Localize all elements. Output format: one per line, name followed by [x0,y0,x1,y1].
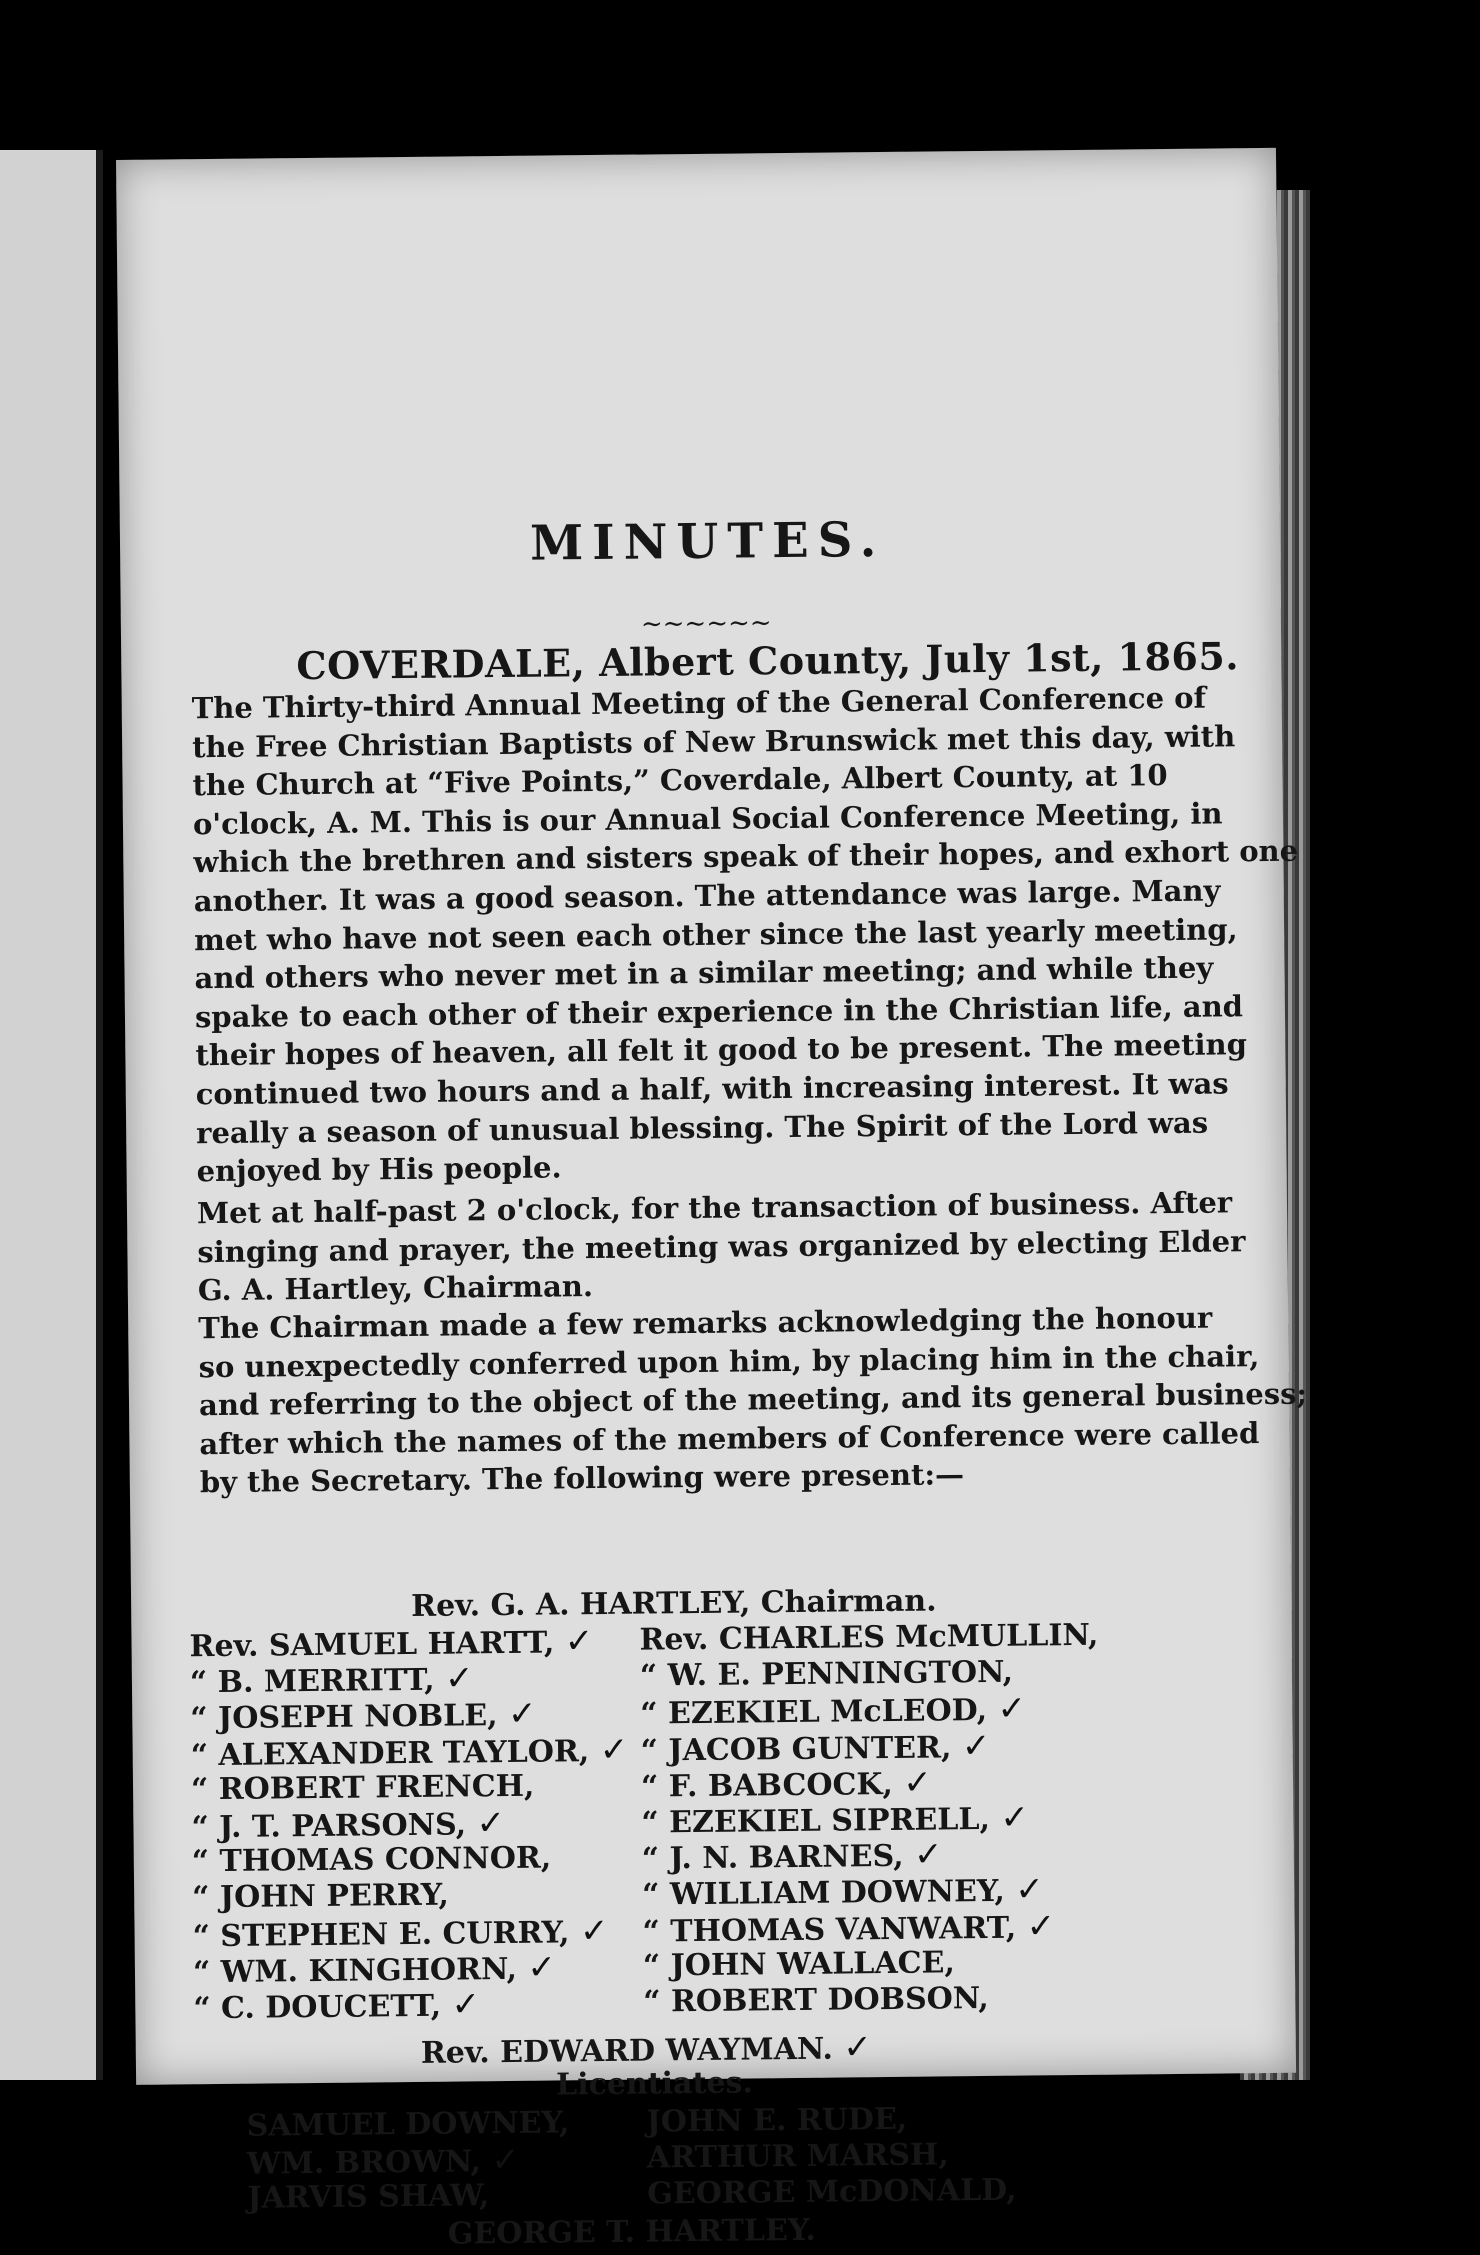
member-name: “ J. T. PARSONS, ✓ [191,1805,505,1846]
text-line: met who have not seen each other since the last yearly meeting, [194,911,1144,960]
licentiate-name: JOHN E. RUDE, [646,2102,907,2141]
wayman-line [421,2027,872,2072]
member-name: “ EZEKIEL SIPRELL, ✓ [641,1799,1029,1841]
checkmark-icon: ✓ [997,1689,1026,1729]
text-line: and others who never met in a similar meeting; and while they [194,949,1144,998]
dateline: COVERDALE, Albert County, July 1st, 1865. [296,633,1239,688]
checkmark-icon: ✓ [914,1835,943,1875]
checkmark-icon: ✓ [903,1762,932,1802]
text-line: really a season of unusual blessing. The Spirit of the Lord was [196,1104,1146,1153]
checkmark-icon: ✓ [1026,1906,1055,1946]
member-name: “ ROBERT FRENCH, [191,1768,535,1808]
text-line: continued two hours and a half, with increasing interest. It was [196,1065,1146,1114]
checkmark-icon: ✓ [508,1694,537,1734]
member-name: “ EZEKIEL McLEOD, ✓ [640,1691,1026,1733]
checkmark-icon: ✓ [843,2027,872,2067]
checkmark-icon: ✓ [1015,1870,1044,1910]
title-ornament: ~~~~~~ [641,608,772,639]
member-name: “ WM. KINGHORN, ✓ [193,1949,556,1991]
checkmark-icon: ✓ [527,1947,556,1987]
member-name: “ JOHN PERRY, [192,1878,449,1917]
member-name: “ THOMAS CONNOR, [192,1841,552,1881]
text-line: the Free Christian Baptists of New Brunswick met this day, with [192,718,1142,767]
wayman-name: Rev. EDWARD WAYMAN. [421,2032,833,2071]
paragraph-chairman [198,1299,1150,1502]
licentiate-name: GEORGE McDONALD, [647,2173,1017,2213]
text-line: and referring to the object of the meeting, and its general business; [199,1376,1149,1425]
checkmark-icon: ✓ [451,1984,480,2024]
member-roster [189,1627,193,2025]
member-name: “ ALEXANDER TAYLOR, ✓ [191,1731,629,1774]
checkmark-icon: ✓ [491,2140,520,2180]
member-name: “ W. E. PENNINGTON, [640,1655,1013,1695]
page-title: MINUTES. [530,512,886,572]
member-name: “ JACOB GUNTER, ✓ [640,1727,990,1769]
checkmark-icon: ✓ [445,1659,474,1699]
licentiate-last: GEORGE T. HARTLEY. [448,2213,816,2252]
gutter [96,150,103,2080]
checkmark-icon: ✓ [565,1621,594,1661]
member-name: “ JOHN WALLACE, [643,1945,955,1984]
licentiate-name: WM. BROWN, ✓ [247,2142,520,2183]
member-name: “ WILLIAM DOWNEY, ✓ [642,1872,1044,1914]
member-name: “ F. BABCOCK, ✓ [641,1764,932,1805]
licentiate-name: SAMUEL DOWNEY, [246,2105,569,2144]
text-line: the Church at “Five Points,” Coverdale, Albert County, at 10 [192,756,1142,805]
member-name: “ JOSEPH NOBLE, ✓ [190,1696,537,1738]
checkmark-icon: ✓ [600,1729,629,1769]
text-line: singing and prayer, the meeting was organized by electing Elder [197,1223,1147,1272]
text-line: so unexpectedly conferred upon him, by placing him in the chair, [198,1338,1148,1387]
text-line: G. A. Hartley, Chairman. [198,1261,1148,1310]
checkmark-icon: ✓ [1000,1797,1029,1837]
text-line: after which the names of the members of Conference were called [199,1415,1149,1464]
member-name: “ STEPHEN E. CURRY, ✓ [192,1912,608,1955]
text-line: The Chairman made a few remarks acknowledging the honour [198,1299,1148,1348]
document-page [116,148,1296,2085]
checkmark-icon: ✓ [580,1910,609,1950]
member-name: “ ROBERT DOBSON, [643,1981,989,2021]
licentiates-heading: Licentiates. [556,2065,753,2102]
text-line: spake to each other of their experience in the Christian life, and [195,988,1145,1037]
text-line: o'clock, A. M. This is our Annual Social Conference Meeting, in [193,795,1143,844]
text-line: by the Secretary. The following were present:— [200,1454,1150,1503]
member-name: “ B. MERRITT, ✓ [190,1661,474,1702]
text-line: their hopes of heaven, all felt it good to be present. The meeting [195,1027,1145,1076]
member-name: “ C. DOUCETT, ✓ [193,1986,480,2027]
text-line: another. It was a good season. The attendance was large. Many [194,872,1144,921]
text-line: which the brethren and sisters speak of their hopes, and exhort one [193,834,1143,883]
member-name: “ J. N. BARNES, ✓ [642,1837,943,1878]
chairman-line: Rev. G. A. HARTLEY, Chairman. [411,1583,937,1624]
licentiate-name: ARTHUR MARSH, [647,2137,949,2176]
text-line: The Thirty-third Annual Meeting of the General Conference of [192,679,1142,728]
checkmark-icon: ✓ [476,1803,505,1843]
text-line: enjoyed by His people. [196,1142,1146,1191]
checkmark-icon: ✓ [962,1725,991,1765]
facing-page [0,150,102,2080]
licentiate-name: JARVIS SHAW, [247,2178,489,2217]
text-line: Met at half-past 2 o'clock, for the transaction of business. After [197,1184,1147,1233]
licentiates-list [246,2109,247,2217]
paragraph-opening [192,679,1147,1191]
member-name: Rev. CHARLES McMULLIN, [639,1618,1098,1659]
member-name: “ THOMAS VANWART, ✓ [642,1908,1055,1951]
member-name: Rev. SAMUEL HARTT, ✓ [189,1623,593,1665]
paragraph-business [197,1184,1148,1310]
